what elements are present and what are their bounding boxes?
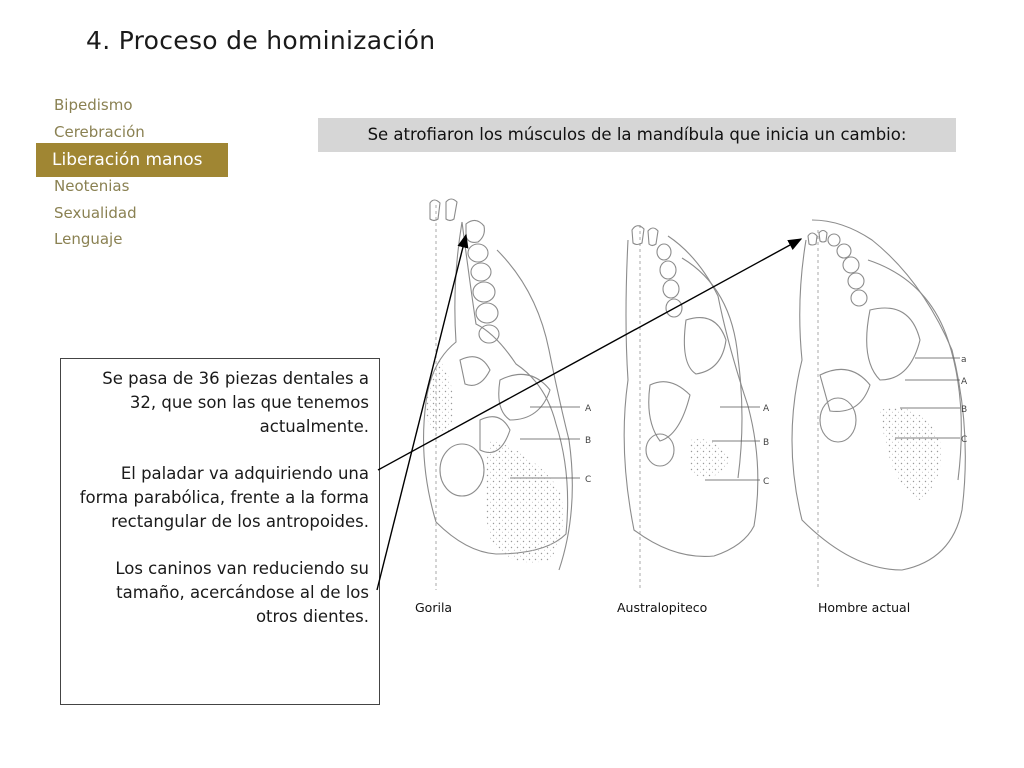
hombre-actual-skull-drawing	[792, 220, 968, 590]
gorila-label-c: C	[585, 475, 592, 485]
explanation-paragraph-palate: El paladar va adquiriendo una forma parabólica, frente a la forma rectangular de los antropoides.	[79, 464, 369, 531]
australopiteco-label-b: B	[763, 438, 770, 448]
nav-item-lenguaje[interactable]: Lenguaje	[54, 230, 123, 249]
nav-item-neotenias[interactable]: Neotenias	[54, 177, 130, 196]
banner-statement: Se atrofiaron los músculos de la mandíbula que inicia un cambio:	[318, 118, 956, 152]
caption-australopiteco: Australopiteco	[617, 600, 708, 615]
page-title: 4. Proceso de hominización	[86, 26, 436, 55]
hombre-label-a-lower: a	[961, 355, 967, 365]
explanation-paragraph-teeth-count: Se pasa de 36 piezas dentales a 32, que son las que tenemos actualmente.	[102, 369, 369, 436]
nav-item-bipedismo[interactable]: Bipedismo	[54, 96, 133, 114]
gorila-label-b: B	[585, 436, 592, 446]
hombre-label-b: B	[961, 405, 968, 415]
australopiteco-label-c: C	[763, 477, 770, 487]
caption-hombre-actual: Hombre actual	[818, 600, 911, 615]
australopiteco-label-a: A	[763, 404, 770, 414]
gorila-skull-drawing	[424, 199, 580, 590]
explanation-paragraph-canines: Los caninos van reduciendo su tamaño, acercándose al de los otros dientes.	[115, 559, 369, 626]
nav-item-sexualidad[interactable]: Sexualidad	[54, 203, 137, 222]
australopiteco-skull-drawing	[624, 225, 760, 590]
hombre-label-a: A	[961, 377, 968, 387]
hombre-label-c: C	[961, 435, 968, 445]
nav-item-liberacion-manos[interactable]: Liberación manos	[36, 143, 228, 177]
nav-item-cerebracion[interactable]: Cerebración	[54, 122, 145, 141]
gorila-label-a: A	[585, 404, 592, 414]
caption-gorila: Gorila	[415, 600, 453, 615]
